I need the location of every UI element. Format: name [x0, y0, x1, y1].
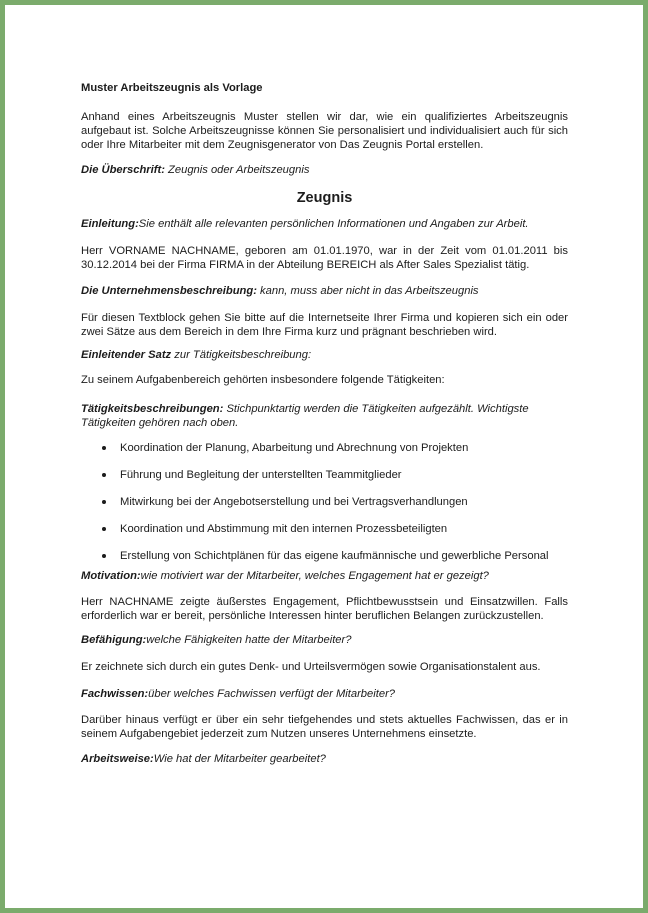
fachwissen-line [81, 687, 568, 701]
taetigkeiten-text: Stichpunktartig werden die Tätigkeiten aufgezählt. Wichtigste Tätigkeiten gehören nach oben. [81, 403, 529, 429]
taetigkeiten-label: Tätigkeitsbeschreibungen: [81, 403, 224, 415]
document-title: Zeugnis [296, 190, 353, 206]
einleitender-satz-body: Zu seinem Aufgabenbereich gehörten insbesondere folgende Tätigkeiten: [81, 374, 445, 386]
befaehigung-text: welche Fähigkeiten hatte der Mitarbeiter? [146, 634, 352, 646]
document-body [81, 81, 568, 766]
befaehigung-body: Er zeichnete sich durch ein gutes Denk- und Urteilsvermögen sowie Organisationstalent aus. [81, 661, 541, 673]
unternehmen-text: kann, muss aber nicht in das Arbeitszeugnis [256, 285, 479, 297]
fachwissen-label: Fachwissen: [81, 688, 149, 700]
ueberschrift-text: Zeugnis oder Arbeitszeugnis [164, 164, 310, 176]
arbeitsweise-label: Arbeitsweise: [81, 753, 154, 765]
fachwissen-text: über welches Fachwissen verfügt der Mitarbeiter? [148, 688, 396, 700]
list-item: Erstellung von Schichtplänen für das eigene kaufmännische und gewerbliche Personal [81, 549, 568, 563]
ueberschrift-label: Die Überschrift: [81, 164, 165, 176]
einleitender-satz-text: zur Tätigkeitsbeschreibung: [171, 349, 312, 361]
einleitung-label: Einleitung: [81, 218, 139, 230]
list-item: Koordination und Abstimmung mit den internen Prozessbeteiligten [81, 522, 568, 536]
befaehigung-line [81, 633, 568, 647]
motivation-line [81, 569, 568, 583]
taetigkeiten-line [81, 402, 568, 430]
intro-paragraph: Anhand eines Arbeitszeugnis Muster stellen wir dar, wie ein qualifiziertes Arbeitszeugnis aufgebaut ist. Solche Arbeitszeugnisse können Sie personalisiert und individualisiert auch für sich oder Ihre Mitarbeiter mit dem Zeugnisgenerator von Das Zeugnis Portal erstellen. [81, 111, 568, 151]
befaehigung-label: Befähigung: [81, 634, 147, 646]
arbeitsweise-text: Wie hat der Mitarbeiter gearbeitet? [153, 753, 326, 765]
document-page [5, 5, 643, 908]
einleitung-line [81, 217, 568, 231]
unternehmen-body: Für diesen Textblock gehen Sie bitte auf die Internetseite Ihrer Firma und kopieren sich ein oder zwei Sätze aus dem Bereich in dem Ihre Firma kurz und prägnant beschrieben wird. [81, 312, 568, 338]
list-item: Koordination der Planung, Abarbeitung und Abrechnung von Projekten [81, 441, 568, 455]
einleitender-satz-label: Einleitender Satz [81, 349, 172, 361]
list-item: Führung und Begleitung der unterstellten Teammitglieder [81, 468, 568, 482]
unternehmen-label: Die Unternehmensbeschreibung: [81, 285, 257, 297]
motivation-label: Motivation: [81, 570, 141, 582]
ueberschrift-line [81, 163, 568, 177]
motivation-body: Herr NACHNAME zeigte äußerstes Engagement, Pflichtbewusstsein und Einsatzwillen. Falls erforderlich war er bereit, persönliche Interessen hinter beruflichen Belangen zurückzustellen. [81, 596, 568, 622]
taetigkeiten-list [81, 441, 568, 563]
motivation-text: wie motiviert war der Mitarbeiter, welches Engagement hat er gezeigt? [140, 570, 489, 582]
document-heading: Muster Arbeitszeugnis als Vorlage [81, 82, 263, 94]
arbeitsweise-line [81, 752, 568, 766]
einleitender-satz-line [81, 348, 568, 362]
einleitung-text: Sie enthält alle relevanten persönlichen Informationen und Angaben zur Arbeit. [138, 218, 529, 230]
unternehmen-line [81, 284, 568, 298]
fachwissen-body: Darüber hinaus verfügt er über ein sehr tiefgehendes und stets aktuelles Fachwissen, das er in seinem Aufgabengebiet jederzeit zum Nutzen unseres Unternehmens einsetzte. [81, 714, 568, 740]
list-item: Mitwirkung bei der Angebotserstellung und bei Vertragsverhandlungen [81, 495, 568, 509]
einleitung-body: Herr VORNAME NACHNAME, geboren am 01.01.1970, war in der Zeit vom 01.01.2011 bis 30.12.2014 bei der Firma FIRMA in der Abteilung BEREICH als After Sales Spezialist tätig. [81, 245, 568, 271]
